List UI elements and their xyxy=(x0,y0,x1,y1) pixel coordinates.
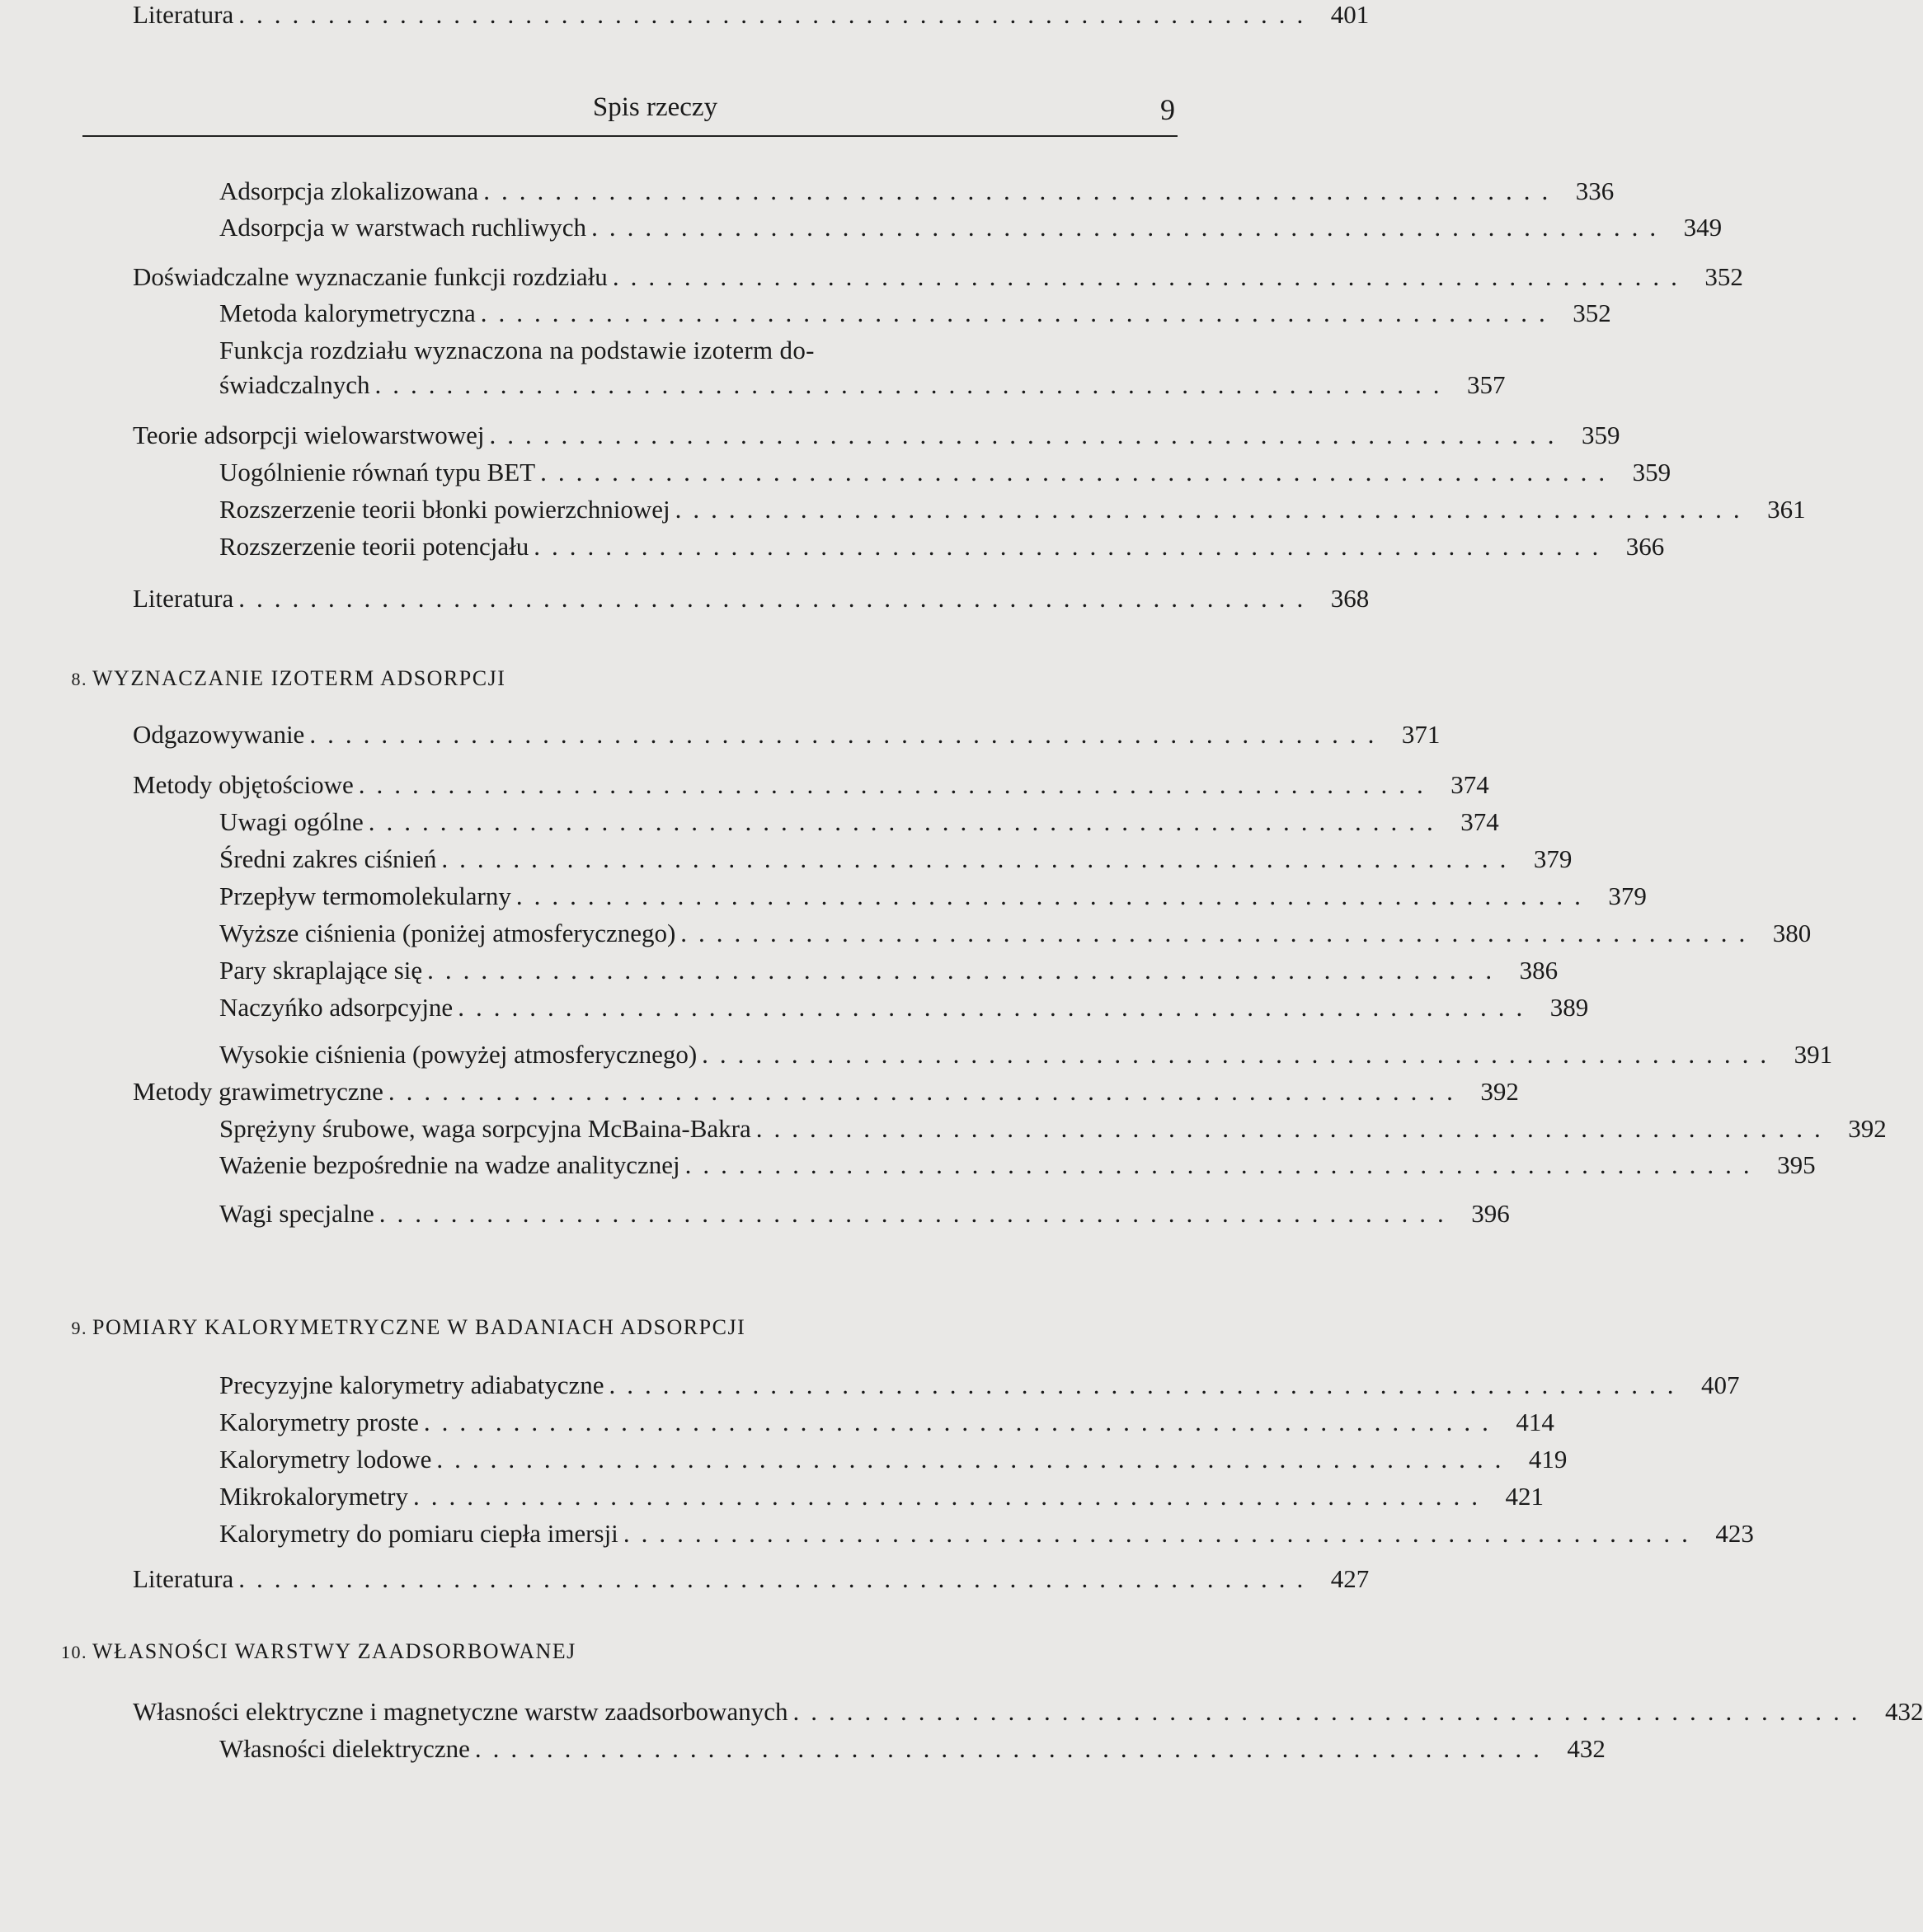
toc-entry-page: 379 xyxy=(1533,844,1573,873)
toc-entry[interactable] xyxy=(219,213,1723,246)
dot-leader: ............................................................ xyxy=(702,1040,1779,1069)
toc-entry[interactable] xyxy=(219,1370,1740,1403)
toc-entry[interactable] xyxy=(219,1482,1545,1515)
toc-entry-label: Uwagi ogólne xyxy=(219,807,364,836)
dot-leader: ............................................................ xyxy=(374,370,1451,399)
toc-entry[interactable] xyxy=(133,584,1370,617)
dot-leader: ............................................................ xyxy=(483,176,1560,205)
toc-entry-label: Naczyńko adsorpcyjne xyxy=(219,993,454,1022)
toc-entry-label: Rozszerzenie teorii potencjału xyxy=(219,532,529,561)
dot-leader: ............................................................ xyxy=(368,807,1445,836)
toc-entry[interactable] xyxy=(219,458,1671,491)
toc-entry-label: Adsorpcja zlokalizowana xyxy=(219,176,479,205)
toc-entry-page: 414 xyxy=(1516,1408,1554,1436)
chapter-title: POMIARY KALORYMETRYCZNE W BADANIACH ADSORPCJI xyxy=(92,1315,746,1339)
toc-entry[interactable] xyxy=(219,807,1499,840)
toc-entry[interactable] xyxy=(219,1114,1887,1147)
dot-leader: ............................................................ xyxy=(623,1519,1700,1548)
toc-entry-page: 379 xyxy=(1608,881,1647,910)
toc-entry-label: Wyższe ciśnienia (poniżej atmosferycznego) xyxy=(219,919,676,947)
toc-entry[interactable] xyxy=(219,176,1615,209)
toc-entry[interactable] xyxy=(219,370,1506,403)
chapter-heading xyxy=(46,1639,576,1664)
toc-entry-label: Rozszerzenie teorii błonki powierzchniowej xyxy=(219,495,670,524)
dot-leader: ............................................................ xyxy=(609,1370,1686,1399)
toc-entry[interactable] xyxy=(133,720,1441,753)
toc-entry-label: Kalorymetry proste xyxy=(219,1408,419,1436)
dot-leader: ............................................................ xyxy=(792,1697,1869,1726)
toc-entry-label: Funkcja rozdziału wyznaczona na podstawie izoterm do- xyxy=(219,336,815,364)
dot-leader: ............................................................ xyxy=(358,770,1435,799)
header-rule xyxy=(82,135,1178,137)
toc-entry-label: Przepływ termomolekularny xyxy=(219,881,511,910)
toc-entry-label: Doświadczalne wyznaczanie funkcji rozdziału xyxy=(133,262,608,291)
toc-entry-label: Własności dielektryczne xyxy=(219,1734,470,1763)
toc-entry-page: 366 xyxy=(1625,532,1665,561)
toc-entry[interactable] xyxy=(219,1519,1754,1552)
toc-entry[interactable] xyxy=(133,1564,1370,1597)
dot-leader: ............................................................ xyxy=(474,1734,1551,1763)
toc-entry-label: Mikrokalorymetry xyxy=(219,1482,409,1511)
toc-entry[interactable] xyxy=(219,1150,1816,1183)
toc-entry-page: 386 xyxy=(1519,956,1559,985)
toc-entry-page: 419 xyxy=(1528,1445,1568,1474)
toc-entry[interactable] xyxy=(133,421,1620,454)
toc-entry[interactable] xyxy=(219,919,1812,952)
toc-entry-page: 392 xyxy=(1848,1114,1887,1143)
toc-entry-page: 336 xyxy=(1575,176,1615,205)
toc-entry[interactable] xyxy=(219,1199,1510,1232)
toc-entry[interactable] xyxy=(133,770,1489,803)
toc-entry[interactable] xyxy=(219,881,1647,914)
toc-entry-page: 352 xyxy=(1573,298,1611,327)
toc-entry-page: 396 xyxy=(1471,1199,1510,1228)
toc-entry[interactable] xyxy=(219,1408,1554,1441)
toc-entry-page: 357 xyxy=(1466,370,1506,399)
toc-entry[interactable] xyxy=(219,1445,1568,1478)
toc-entry[interactable] xyxy=(133,262,1743,295)
toc-entry-label: Kalorymetry lodowe xyxy=(219,1445,432,1474)
dot-leader: ............................................................ xyxy=(675,495,1751,524)
toc-entry-page: 359 xyxy=(1632,458,1671,487)
toc-entry-page: 352 xyxy=(1704,262,1743,291)
toc-entry-page: 421 xyxy=(1505,1482,1545,1511)
toc-entry-label: Własności elektryczne i magnetyczne warstw zaadsorbowanych xyxy=(133,1697,788,1726)
dot-leader: ............................................................ xyxy=(612,262,1689,291)
chapter-number: 10. xyxy=(61,1642,87,1662)
dot-leader: ............................................................ xyxy=(540,458,1617,487)
toc-entry-label: Metoda kalorymetryczna xyxy=(219,298,476,327)
toc-entry-label: Ważenie bezpośrednie na wadze analitycznej xyxy=(219,1150,680,1179)
toc-entry[interactable] xyxy=(219,1734,1606,1767)
toc-entry-label: Sprężyny śrubowe, waga sorpcyjna McBaina-Bakra xyxy=(219,1114,751,1143)
toc-entry-label: Teorie adsorpcji wielowarstwowej xyxy=(133,421,485,449)
toc-entry-page: 407 xyxy=(1701,1370,1740,1399)
toc-entry-page: 361 xyxy=(1767,495,1806,524)
toc-entry-page: 374 xyxy=(1450,770,1489,799)
toc-entry[interactable] xyxy=(133,1077,1519,1110)
dot-leader: ............................................................ xyxy=(378,1199,1455,1228)
toc-entry[interactable] xyxy=(133,1697,1923,1730)
running-header-title: Spis rzeczy xyxy=(592,92,718,122)
toc-entry[interactable] xyxy=(133,0,1370,33)
toc-entry-page: 423 xyxy=(1715,1519,1754,1548)
toc-entry-label: świadczalnych xyxy=(219,370,370,399)
toc-entry-label: Literatura xyxy=(133,0,234,29)
toc-entry-page: 371 xyxy=(1401,720,1441,749)
dot-leader: ............................................................ xyxy=(441,844,1518,873)
toc-entry-page: 389 xyxy=(1549,993,1589,1022)
dot-leader: ............................................................ xyxy=(413,1482,1490,1511)
toc-entry-label: Wagi specjalne xyxy=(219,1199,374,1228)
toc-entry-label: Precyzyjne kalorymetry adiabatyczne xyxy=(219,1370,604,1399)
dot-leader: ............................................................ xyxy=(309,720,1386,749)
toc-entry[interactable] xyxy=(219,993,1589,1026)
toc-entry-label: Pary skraplające się xyxy=(219,956,423,985)
dot-leader: ............................................................ xyxy=(388,1077,1465,1106)
dot-leader: ............................................................ xyxy=(591,213,1668,242)
toc-entry-label: Metody objętościowe xyxy=(133,770,354,799)
toc-entry[interactable] xyxy=(219,1040,1833,1073)
toc-entry-label: Literatura xyxy=(133,1564,234,1593)
toc-entry-page: 374 xyxy=(1460,807,1499,836)
dot-leader: ............................................................ xyxy=(680,919,1757,947)
toc-entry-page: 380 xyxy=(1772,919,1812,947)
dot-leader: ............................................................ xyxy=(423,1408,1500,1436)
toc-entry[interactable] xyxy=(219,298,1611,331)
toc-entry-page: 368 xyxy=(1330,584,1370,613)
toc-entry-page: 359 xyxy=(1582,421,1620,449)
toc-entry-label: Średni zakres ciśnień xyxy=(219,844,437,873)
dot-leader: ............................................................ xyxy=(684,1150,1761,1179)
dot-leader: ............................................................ xyxy=(458,993,1535,1022)
chapter-title: WYZNACZANIE IZOTERM ADSORPCJI xyxy=(92,666,506,690)
toc-entry[interactable] xyxy=(219,844,1573,877)
chapter-heading xyxy=(46,1315,745,1340)
dot-leader: ............................................................ xyxy=(427,956,1504,985)
chapter-number: 8. xyxy=(71,669,87,689)
toc-entry-label: Wysokie ciśnienia (powyżej atmosferycznego) xyxy=(219,1040,698,1069)
toc-entry-page: 432 xyxy=(1567,1734,1606,1763)
toc-entry-label: Literatura xyxy=(133,584,234,613)
dot-leader: ............................................................ xyxy=(436,1445,1513,1474)
chapter-title: WŁASNOŚCI WARSTWY ZAADSORBOWANEJ xyxy=(92,1639,576,1663)
toc-entry[interactable] xyxy=(219,532,1665,565)
toc-entry-page: 392 xyxy=(1480,1077,1519,1106)
toc-entry-label: Adsorpcja w warstwach ruchliwych xyxy=(219,213,587,242)
toc-entry-page: 401 xyxy=(1330,0,1370,29)
dot-leader: ............................................................ xyxy=(238,584,1315,613)
toc-entry-page: 395 xyxy=(1777,1150,1816,1179)
dot-leader: ............................................................ xyxy=(489,421,1566,449)
dot-leader: ............................................................ xyxy=(515,881,1592,910)
toc-entry[interactable] xyxy=(219,336,1175,369)
toc-entry-label: Metody grawimetryczne xyxy=(133,1077,383,1106)
toc-entry[interactable] xyxy=(219,495,1806,528)
toc-entry-page: 391 xyxy=(1794,1040,1833,1069)
toc-entry-label: Uogólnienie równań typu BET xyxy=(219,458,536,487)
toc-entry-page: 432 xyxy=(1884,1697,1923,1726)
dot-leader: ............................................................ xyxy=(238,1564,1315,1593)
dot-leader: ............................................................ xyxy=(238,0,1315,29)
dot-leader: ............................................................ xyxy=(534,532,1610,561)
chapter-heading xyxy=(46,666,505,691)
dot-leader: ............................................................ xyxy=(755,1114,1832,1143)
toc-entry-page: 427 xyxy=(1330,1564,1370,1593)
toc-entry-label: Odgazowywanie xyxy=(133,720,305,749)
toc-entry[interactable] xyxy=(219,956,1559,989)
chapter-number: 9. xyxy=(71,1318,87,1338)
toc-entry-label: Kalorymetry do pomiaru ciepła imersji xyxy=(219,1519,618,1548)
toc-entry-page: 349 xyxy=(1683,213,1723,242)
page-number: 9 xyxy=(1160,93,1175,126)
dot-leader: ............................................................ xyxy=(480,298,1557,327)
